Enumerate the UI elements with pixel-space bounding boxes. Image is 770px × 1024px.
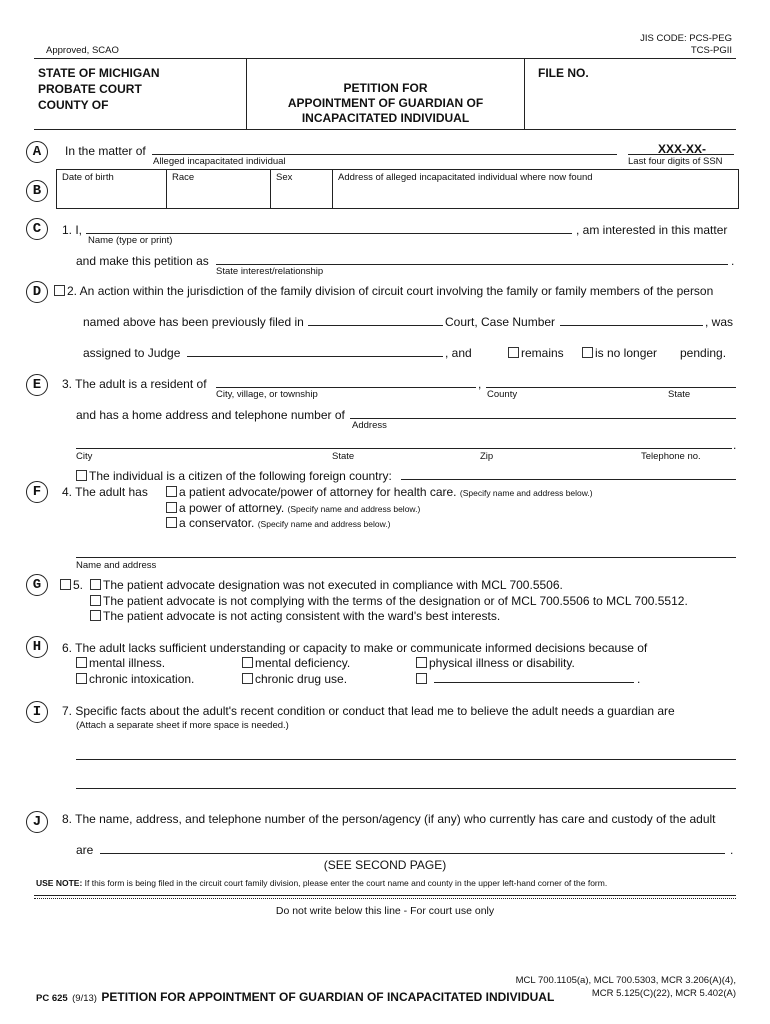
dob-label: Date of birth [62,172,114,183]
remains-checkbox[interactable] [508,347,519,358]
citizen-option [76,469,392,483]
was-label: , was [705,315,734,329]
form-title-3: INCAPACITATED INDIVIDUAL [301,111,470,125]
alleged-individual-field[interactable] [152,154,617,155]
interested-label: , am interested in this matter [576,223,728,237]
mental-illness-label: mental illness. [89,656,166,670]
marker-h: H [26,636,48,658]
court-field[interactable] [308,325,443,326]
state-label-e: State [668,389,691,400]
form-footer [36,988,554,1006]
item-1-label: 1. I, [62,223,83,237]
mental-deficiency-option [242,656,350,670]
chronic-drug-use-label: chronic drug use. [255,672,348,686]
form-title-1: PETITION FOR [343,81,428,95]
facts-line-1[interactable] [76,759,736,760]
sex-field[interactable] [272,186,330,206]
marker-f: F [26,481,48,503]
physical-illness-checkbox[interactable] [416,657,427,668]
item-2-checkbox[interactable] [54,285,65,296]
in-matter-label: In the matter of [65,144,146,158]
other-reason-option [416,672,429,686]
foreign-country-field[interactable] [401,479,736,480]
advocate-not-complying-option [90,594,688,608]
jis-code: JIS CODE: PCS-PEG [640,33,732,44]
marker-i: I [26,701,48,723]
item-2-label: 2. An action within the jurisdiction of the family division of circuit court involving the family or family members of the person [67,284,714,298]
race-label: Race [172,172,195,183]
power-of-attorney-label: a power of attorney. [179,501,285,515]
city-village-label: City, village, or township [216,389,318,400]
advocate-not-acting-label: The patient advocate is not acting consistent with the ward's best interests. [103,609,501,623]
residence-county-field[interactable] [486,387,736,388]
conservator-label: a conservator. [179,516,255,530]
court-case-label: Court, Case Number [445,315,556,329]
physical-illness-label: physical illness or disability. [429,656,575,670]
name-address-field[interactable] [76,557,736,558]
period: . [731,254,735,268]
facts-line-2[interactable] [76,788,736,789]
use-note-label: USE NOTE: [36,878,83,888]
no-longer-option [582,346,657,360]
home-address-field[interactable] [350,418,736,419]
county-label-e: County [487,389,518,400]
interest-label: State interest/relationship [216,266,324,277]
chronic-drug-use-checkbox[interactable] [242,673,253,684]
citizen-label: The individual is a citizen of the following foreign country: [89,469,392,483]
advocate-not-acting-checkbox[interactable] [90,610,101,621]
ssn-field[interactable] [628,154,734,155]
judge-field[interactable] [187,356,443,357]
conservator-option [166,516,391,530]
file-no-label: FILE NO. [538,66,589,80]
item-7-label: 7. Specific facts about the adult's recent condition or conduct that lead me to believe the adult needs a guardian are [62,704,675,718]
sex-label: Sex [276,172,293,183]
file-no-field[interactable] [596,76,732,90]
attach-note: (Attach a separate sheet if more space is needed.) [76,720,289,731]
period: . [730,843,734,857]
item-3-label: 3. The adult is a resident of [62,377,207,391]
power-of-attorney-note: (Specify name and address below.) [287,504,421,514]
telephone-label: Telephone no. [641,451,701,462]
alleged-individual-label: Alleged incapacitated individual [153,156,286,167]
form-footer-title: PETITION FOR APPOINTMENT OF GUARDIAN OF INCAPACITATED INDIVIDUAL [101,990,555,1004]
pending-label: pending. [680,346,727,360]
chronic-intoxication-option [76,672,194,686]
marker-a: A [26,141,48,163]
custodian-field[interactable] [100,853,725,854]
chronic-intoxication-label: chronic intoxication. [89,672,195,686]
conservator-checkbox[interactable] [166,517,177,528]
assigned-label: assigned to Judge [83,346,181,360]
advocate-not-acting-option [90,609,500,623]
patient-advocate-label: a patient advocate/power of attorney for health care. [179,485,457,499]
item-5-label: 5. [73,578,84,592]
patient-advocate-note: (Specify name and address below.) [459,488,593,498]
mental-illness-option [76,656,165,670]
named-above-label: named above has been previously filed in [83,315,304,329]
mental-deficiency-label: mental deficiency. [255,656,351,670]
marker-c: C [26,218,48,240]
comma: , [478,377,482,391]
city-label: City [76,451,93,462]
power-of-attorney-checkbox[interactable] [166,502,177,513]
chronic-drug-use-option [242,672,347,686]
patient-advocate-option [166,485,593,499]
state-label: STATE OF MICHIGAN [38,66,160,80]
remains-option [508,346,564,360]
other-reason-field[interactable] [434,682,634,683]
residence-city-field[interactable] [216,387,476,388]
county-label: COUNTY OF [38,98,109,112]
use-note-text: If this form is being filed in the circuit court family division, please enter the court name and county in the upper left-hand corner of the form. [84,878,608,888]
item-8-label: 8. The name, address, and telephone number of the person/agency (if any) who currently has care and custody of the adult [62,812,716,826]
advocate-not-executed-option [90,578,563,592]
petitioner-name-field[interactable] [86,233,572,234]
dob-field[interactable] [58,186,164,206]
period: . [733,438,737,452]
zip-label: Zip [480,451,494,462]
name-print-label: Name (type or print) [88,235,173,246]
physical-illness-option [416,656,575,670]
form-title-2: APPOINTMENT OF GUARDIAN OF [287,96,484,110]
advocate-not-complying-checkbox[interactable] [90,595,101,606]
no-longer-checkbox[interactable] [582,347,593,358]
home-address-label: and has a home address and telephone number of [76,408,345,422]
advocate-not-executed-label: The patient advocate designation was not executed in compliance with MCL 700.5506. [103,578,563,592]
are-label: are [76,843,94,857]
advocate-not-executed-checkbox[interactable] [90,579,101,590]
tcs-code: TCS-PGII [690,45,732,56]
mcl-line-1: MCL 700.1105(a), MCL 700.5303, MCR 3.206(A)(4), [515,975,736,986]
city-state-zip-field[interactable] [76,448,732,449]
address-label: Address of alleged incapacitated individual where now found [338,172,593,183]
no-longer-label: is no longer [595,346,658,360]
address-field[interactable] [334,186,734,206]
marker-d: D [26,281,48,303]
mental-deficiency-checkbox[interactable] [242,657,253,668]
item-5 [60,578,83,592]
chronic-intoxication-checkbox[interactable] [76,673,87,684]
interest-field[interactable] [216,264,728,265]
ssn-label: Last four digits of SSN [628,156,723,167]
marker-j: J [26,811,48,833]
patient-advocate-checkbox[interactable] [166,486,177,497]
mental-illness-checkbox[interactable] [76,657,87,668]
advocate-not-complying-label: The patient advocate is not complying with the terms of the designation or of MCL 700.5506 to MCL 700.5512. [103,594,688,608]
conservator-note: (Specify name and address below.) [257,519,391,529]
court-use-label: Do not write below this line - For court use only [275,905,495,917]
see-second-page: (SEE SECOND PAGE) [323,858,447,872]
item-2 [54,284,713,298]
race-field[interactable] [168,186,268,206]
form-code: PC 625 [36,993,68,1004]
case-number-field[interactable] [560,325,703,326]
remains-label: remains [521,346,564,360]
state-label: State [332,451,355,462]
ssn-value: XXX-XX- [658,142,707,156]
address-sub-label: Address [352,420,387,431]
other-reason-checkbox[interactable] [416,673,427,684]
petition-as-label: and make this petition as [76,254,209,268]
period: . [637,672,641,686]
item-5-checkbox[interactable] [60,579,71,590]
probate-court-label: PROBATE COURT [38,82,142,96]
item-6-label: 6. The adult lacks sufficient understanding or capacity to make or communicate informed decisions because of [62,641,648,655]
marker-e: E [26,374,48,396]
approved-label: Approved, SCAO [46,45,119,56]
and-label: , and [445,346,472,360]
power-of-attorney-option [166,501,420,515]
mcl-line-2: MCR 5.125(C)(22), MCR 5.402(A) [591,988,736,999]
citizen-checkbox[interactable] [76,470,87,481]
item-4-label: 4. The adult has [62,485,148,499]
marker-b: B [26,180,48,202]
use-note [36,878,607,888]
marker-g: G [26,574,48,596]
form-date: (9/13) [72,993,97,1004]
name-address-label: Name and address [76,560,157,571]
